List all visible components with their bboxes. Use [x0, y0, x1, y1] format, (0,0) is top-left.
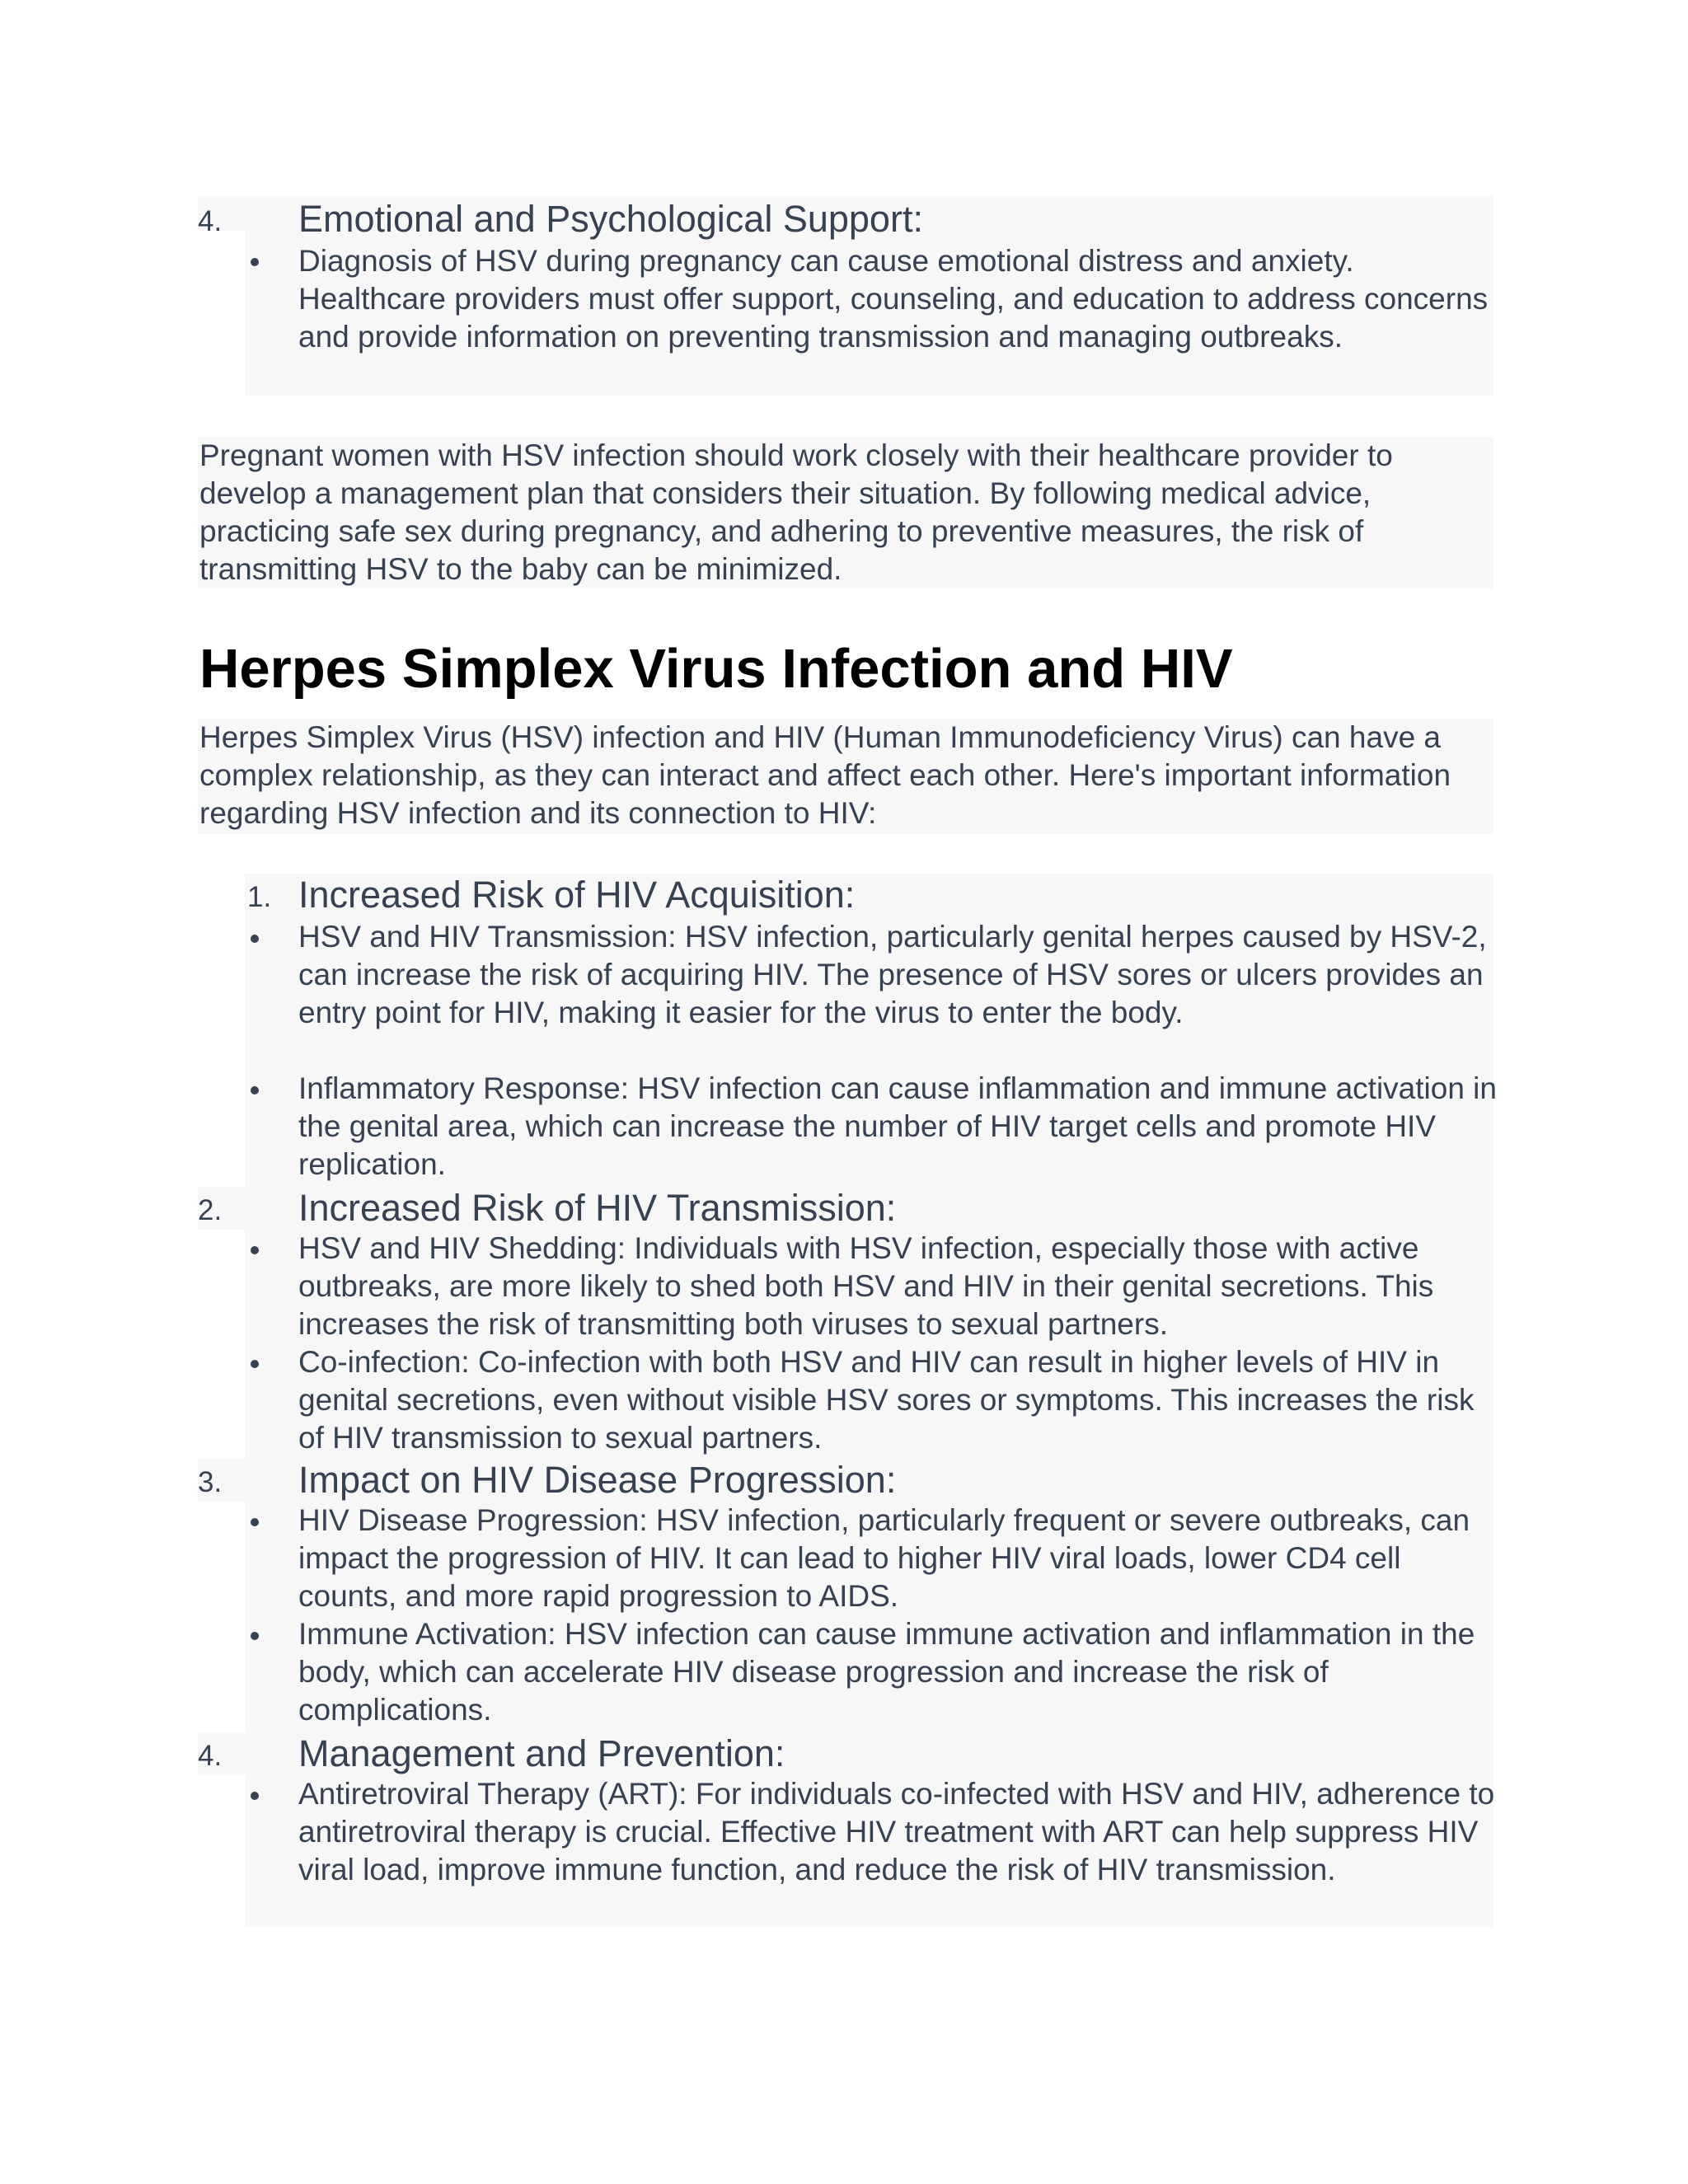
bullet-icon [251, 1360, 259, 1368]
list-item-title: Emotional and Psychological Support: [298, 198, 923, 240]
bullet-icon [251, 1086, 259, 1094]
bullet-text: Diagnosis of HSV during pregnancy can cause emotional distress and anxiety. Healthcare providers must offer support, counseling, and education to address concerns and provide information on preventing transmission and managing outbreaks. [298, 244, 1489, 354]
section-heading: Herpes Simplex Virus Infection and HIV [199, 638, 1233, 700]
body-paragraph: Pregnant women with HSV infection should work closely with their healthcare provider to develop a management plan that considers their situation. By following medical advice, practicing safe sex during pregnancy, and adhering to preventive measures, the risk of transmitting HSV to the baby can be minimized. [199, 438, 1393, 586]
list-number: 4. [198, 205, 223, 237]
bullet-icon [251, 1792, 259, 1800]
list-item-title: Increased Risk of HIV Acquisition: [298, 874, 856, 916]
bullet-icon [251, 258, 259, 266]
bullet-icon [251, 1518, 259, 1526]
bullet-text: Inflammatory Response: HSV infection can cause inflammation and immune activation in the genital area, which can increase the number of HIV target cells and promote HIV replication. [298, 1071, 1497, 1181]
bullet-icon [251, 1632, 259, 1640]
list-item-title: Impact on HIV Disease Progression: [298, 1459, 897, 1501]
bullet-text: Immune Activation: HSV infection can cause immune activation and inflammation in the body, which can accelerate HIV disease progression and increase the risk of complications. [298, 1617, 1475, 1727]
list-number: 2. [198, 1194, 223, 1226]
bullet-text: HSV and HIV Shedding: Individuals with HSV infection, especially those with active outbreaks, are more likely to shed both HSV and HIV in their genital secretions. This increases the risk of transmitting both viruses to sexual partners. [298, 1231, 1434, 1341]
bullet-icon [251, 1246, 259, 1254]
list-item-title: Management and Prevention: [298, 1732, 785, 1774]
bullet-text: Co-infection: Co-infection with both HSV and HIV can result in higher levels of HIV in genital secretions, even without visible HSV sores or symptoms. This increases the risk of HIV transmission to sexual partners. [298, 1345, 1475, 1455]
list-number: 1. [247, 881, 272, 913]
list-item-title: Increased Risk of HIV Transmission: [298, 1187, 897, 1229]
bullet-icon [251, 935, 259, 943]
bullet-text: HSV and HIV Transmission: HSV infection, particularly genital herpes caused by HSV-2, can increase the risk of acquiring HIV. The presence of HSV sores or ulcers provides an entry point for HIV, making it easier for the virus to enter the body. [298, 920, 1487, 1029]
bullet-text: HIV Disease Progression: HSV infection, particularly frequent or severe outbreaks, can impact the progression of HIV. It can lead to higher HIV viral loads, lower CD4 cell counts, and more rapid progression to AIDS. [298, 1503, 1470, 1613]
list-number: 4. [198, 1740, 223, 1772]
bullet-text: Antiretroviral Therapy (ART): For individuals co-infected with HSV and HIV, adherence to antiretroviral therapy is crucial. Effective HIV treatment with ART can help suppress HIV viral load, improve immune function, and reduce the risk of HIV transmission. [298, 1777, 1495, 1886]
list-number: 3. [198, 1466, 223, 1498]
intro-paragraph: Herpes Simplex Virus (HSV) infection and HIV (Human Immunodeficiency Virus) can have a complex relationship, as they can interact and affect each other. Here's important information regarding HSV infection and its connection to HIV: [199, 720, 1451, 830]
